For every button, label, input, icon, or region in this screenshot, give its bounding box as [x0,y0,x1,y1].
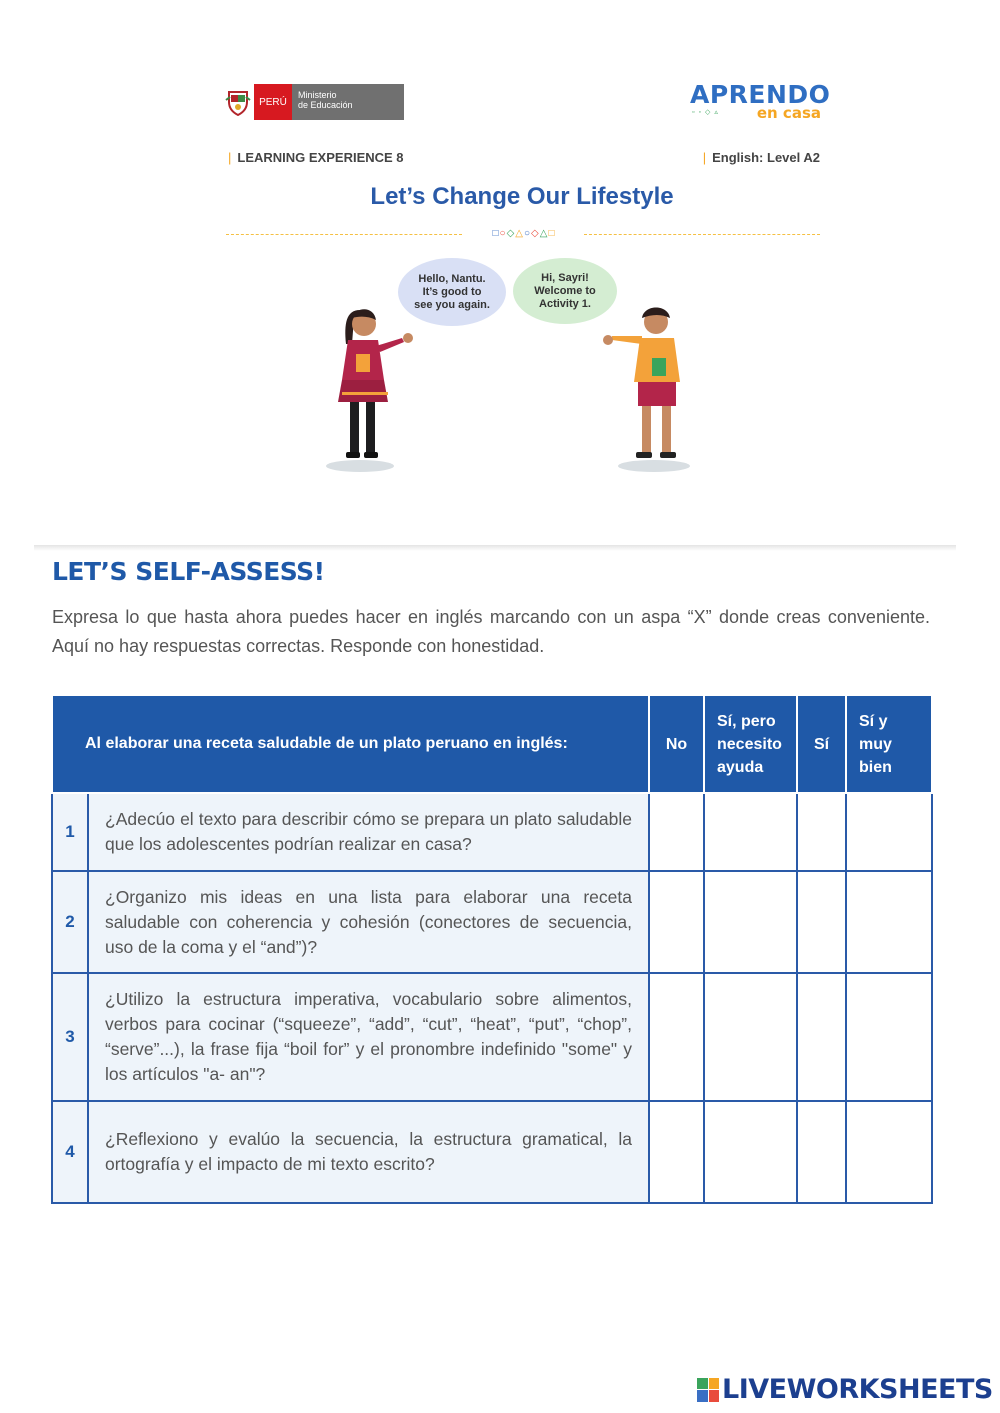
divider-right [584,234,820,235]
option-header-yes: Sí [797,695,846,793]
table-header-row [52,695,932,793]
check-cell-yes-need-help[interactable] [704,1101,797,1203]
option-header-yes-need-help: Sí, pero necesito ayuda [704,695,797,793]
table-row [52,973,932,1101]
speech-bubble-nantu-text: Hi, Sayri! Welcome to Activity 1. [534,271,596,310]
check-cell-yes-very-well[interactable] [846,973,932,1101]
check-cell-yes-need-help[interactable] [704,793,797,871]
row-question: ¿Reflexiono y evalúo la secuencia, la estructura gramatical, la ortografía y el impacto de mi texto escrito? [88,1101,649,1203]
ministry-name-line1: Ministerio [298,90,337,100]
check-cell-yes-need-help[interactable] [704,973,797,1101]
row-question: ¿Utilizo la estructura imperativa, vocabulario sobre alimentos, verbos para cocinar (“squeeze”, “add”, “cut”, “heat”, “put”, “chop”, “serve”...), la frase fija “boil for” y el pronombre indefinido "some" y los artículos "a- an"? [88,973,649,1101]
check-cell-yes-very-well[interactable] [846,793,932,871]
check-cell-no[interactable] [649,793,704,871]
level-label: | English: Level A2 [702,150,820,165]
row-number: 4 [52,1101,88,1203]
speech-bubble-sayri-text: Hello, Nantu. It’s good to see you again. [414,272,490,311]
check-cell-no[interactable] [649,1101,704,1203]
experience-label-text: LEARNING EXPERIENCE 8 [237,150,404,165]
brand-big-text: APRENDO [690,80,831,109]
check-cell-yes-need-help[interactable] [704,871,797,973]
row-question: ¿Adecúo el texto para describir cómo se prepara un plato saludable que los adolescentes podrían realizar en casa? [88,793,649,871]
brand-dots-icon: ▫◦◇▵ [692,109,722,116]
peru-label: PERÚ [254,84,292,120]
check-cell-yes-very-well[interactable] [846,1101,932,1203]
instructions-text: Expresa lo que hasta ahora puedes hacer en inglés marcando con un aspa “X” donde creas conveniente. Aquí no hay respuestas correctas. Responde con honestidad. [52,607,930,656]
document-title: Let’s Change Our Lifestyle [370,183,674,210]
check-cell-yes-very-well[interactable] [846,871,932,973]
table-row [52,793,932,871]
check-cell-yes[interactable] [797,1101,846,1203]
row-number: 1 [52,793,88,871]
check-cell-no[interactable] [649,973,704,1101]
decorative-shapes-icon: □○◇△○◇△□ [492,228,556,239]
table-row [52,1101,932,1203]
header-prompt: Al elaborar una receta saludable de un plato peruano en inglés: [52,695,649,793]
liveworksheets-icon [697,1378,719,1402]
girl-character-icon [320,300,420,480]
liveworksheets-logo [697,1374,993,1405]
self-assessment-table [51,694,933,1204]
option-header-yes-very-well: Sí y muy bien [846,695,932,793]
check-cell-no[interactable] [649,871,704,973]
aprendo-en-casa-logo [690,80,831,122]
experience-label: | LEARNING EXPERIENCE 8 [228,150,404,165]
coat-of-arms-icon [222,84,254,120]
divider-left [226,234,462,235]
ministry-logo [222,84,404,120]
ministry-name [292,84,404,120]
ministry-name-line2: de Educación [298,100,353,110]
boy-character-icon [596,300,706,480]
option-header-no: No [649,695,704,793]
watermark-text: LIVEWORKSHEETS [722,1374,993,1405]
check-cell-yes[interactable] [797,793,846,871]
level-label-text: English: Level A2 [712,150,820,165]
check-cell-yes[interactable] [797,973,846,1101]
brand-small-text: en casa [756,104,821,122]
section-separator [34,545,956,551]
section-title: LET’S SELF-ASSESS! [52,557,325,586]
row-number: 2 [52,871,88,973]
check-cell-yes[interactable] [797,871,846,973]
row-number: 3 [52,973,88,1101]
row-question: ¿Organizo mis ideas en una lista para elaborar una receta saludable con coherencia y cohesión (conectores de secuencia, uso de la coma y el “and”)? [88,871,649,973]
table-row [52,871,932,973]
